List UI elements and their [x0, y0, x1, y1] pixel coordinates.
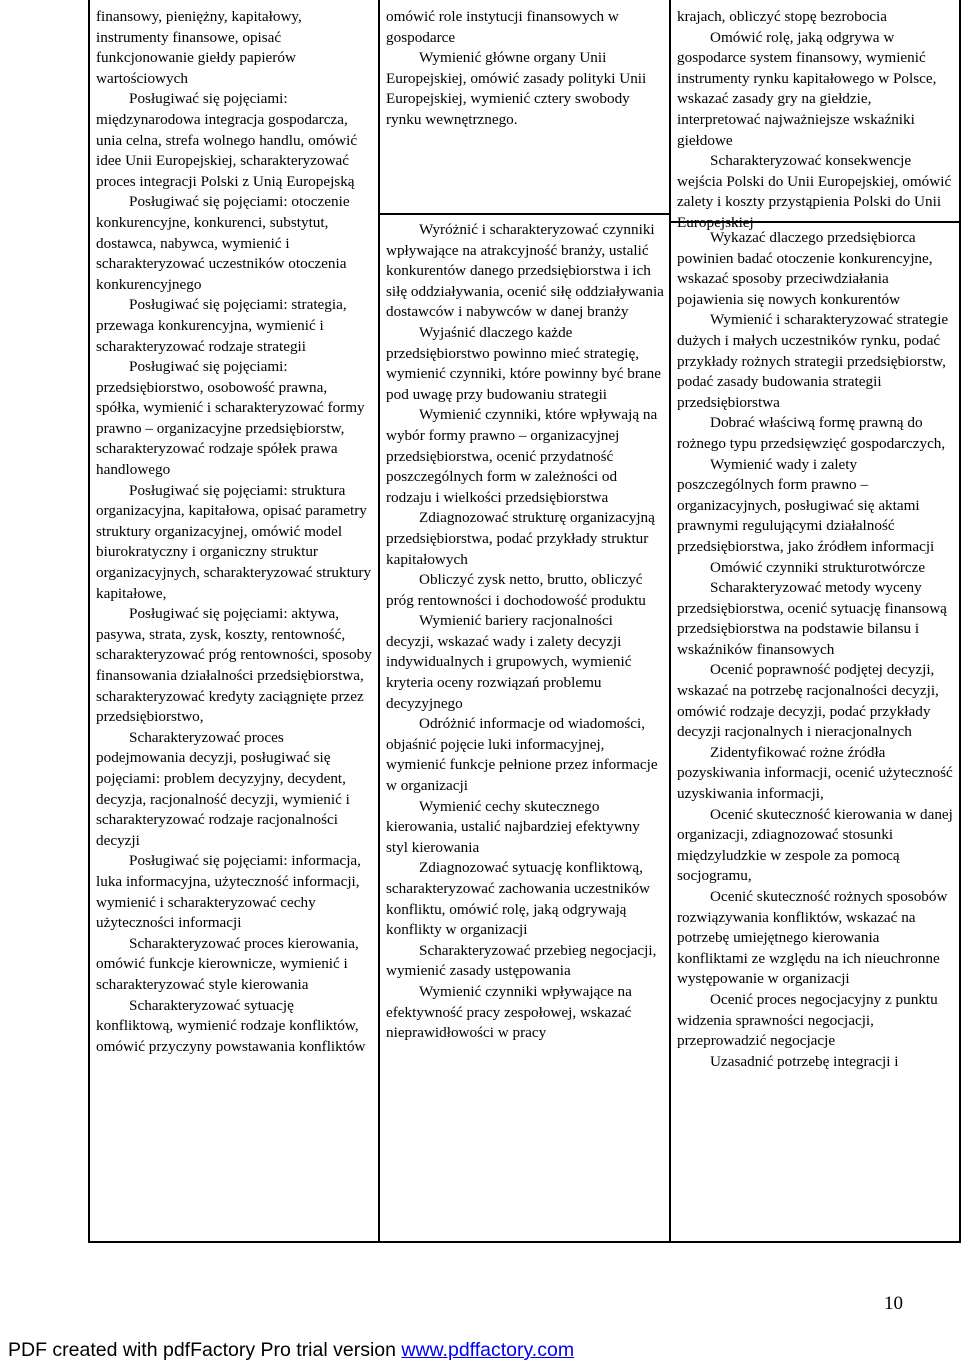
text-paragraph: Posługiwać się pojęciami: międzynarodowa integracja gospodarcza, unia celna, strefa wolnego handlu, omówić idee Unii Europejskiej, scharakteryzować proces integracji Polski z Unią Europejską	[96, 90, 358, 190]
column-3-bottom-section	[677, 228, 954, 1072]
text-paragraph: Posługiwać się pojęciami: informacja, luka informacyjna, użyteczność informacji, wymienić i scharakteryzować cechy użyteczności informacji	[96, 852, 361, 932]
column-2-top-section	[386, 7, 664, 213]
text-paragraph: Posługiwać się pojęciami: aktywa, pasywa, strata, zysk, koszty, rentowność, scharakteryzować próg rentowności, sposoby finansowania działalności przedsiębiorstwa, scharakteryzować kredyty zaciągnięte przez przedsiębiorstwo,	[96, 605, 372, 726]
text-paragraph: Ocenić skuteczność kierowania w danej organizacji, zdiagnozować stosunki międzyludzkie w zespole za pomocą socjogramu,	[677, 805, 953, 885]
column-2	[379, 0, 670, 1242]
text-paragraph: Posługiwać się pojęciami: otoczenie konkurencyjne, konkurenci, substytut, dostawca, nabywca, wymienić i scharakteryzować uczestników otoczenia konkurencyjnego	[96, 193, 350, 293]
text-paragraph: Omówić czynniki strukturotwórcze	[710, 558, 926, 576]
text-paragraph: Wymienić wady i zalety poszczególnych form prawno – organizacyjnych, posługiwać się aktami prawnymi regulującymi działalność przedsiębiorstwa, jako źródłem informacji	[677, 455, 935, 555]
text-paragraph: Uzasadnić potrzebę integracji i	[710, 1052, 899, 1070]
curriculum-table	[88, 0, 961, 1243]
footer-link[interactable]: www.pdffactory.com	[401, 1339, 575, 1361]
text-paragraph: Wymienić cechy skutecznego kierowania, ustalić najbardziej efektywny styl kierowania	[386, 797, 640, 856]
column-3	[670, 0, 960, 1242]
text-paragraph: Zdiagnozować sytuację konfliktową, scharakteryzować zachowania uczestników konfliktu, omówić rolę, jaką odgrywają konflikty w organizacji	[386, 859, 650, 939]
text-paragraph: Dobrać właściwą formę prawną do rożnego typu przedsięwzięć gospodarczych,	[677, 414, 946, 452]
text-paragraph: finansowy, pieniężny, kapitałowy, instrumenty finansowe, opisać funkcjonowanie giełdy papierów wartościowych	[96, 8, 302, 87]
text-paragraph: Odróżnić informacje od wiadomości, objaśnić pojęcie luki informacyjnej, wymienić funkcje pełnione przez informacje w organizacji	[386, 715, 658, 795]
text-paragraph: Zidentyfikować rożne źródła pozyskiwania informacji, ocenić użyteczność uzyskiwania informacji,	[677, 743, 953, 803]
column-1	[89, 0, 379, 1242]
text-paragraph: Scharakteryzować metody wyceny przedsiębiorstwa, ocenić sytuację finansową przedsiębiorstwa na podstawie bilansu i wskaźników finansowych	[677, 579, 947, 658]
text-paragraph: Wymienić i scharakteryzować strategie dużych i małych uczestników rynku, podać przykłady rożnych strategii przedsiębiorstw, podać zasady budowania strategii przedsiębiorstwa	[677, 311, 949, 411]
text-paragraph: Wyróżnić i scharakteryzować czynniki wpływające na atrakcyjność branży, ustalić konkurentów danego przedsiębiorstwa i ich siłę oddziaływania, ocenić siłę oddziaływania dostawców i nabywców w danej branży	[386, 221, 664, 321]
text-paragraph: Wykazać dlaczego przedsiębiorca powinien badać otoczenie konkurencyjne, wskazać sposoby przeciwdziałania pojawienia się nowych konkurentów	[677, 229, 933, 308]
text-paragraph: Posługiwać się pojęciami: przedsiębiorstwo, osobowość prawna, spółka, wymienić i scharakteryzować formy prawno – organizacyjne przedsiębiorstw, scharakteryzować rodzaje spółek prawa handlowego	[96, 358, 365, 479]
footer-text: PDF created with pdfFactory Pro trial version	[8, 1339, 402, 1361]
text-paragraph: Scharakteryzować proces podejmowania decyzji, posługiwać się pojęciami: problem decyzyjny, decydent, decyzja, racjonalność decyzji, wymienić i scharakteryzować rodzaje racjonalności decyzji	[96, 728, 350, 849]
text-paragraph: Ocenić proces negocjacyjny z punktu widzenia sprawności negocjacji, przeprowadzić negocjacje	[677, 990, 938, 1050]
text-paragraph: Wyjaśnić dlaczego każde przedsiębiorstwo powinno mieć strategię, wymienić czynniki, które powinny być brane pod uwagę przy budowaniu strategii	[386, 323, 661, 403]
text-paragraph: Ocenić poprawność podjętej decyzji, wskazać na potrzebę racjonalności decyzji, omówić rodzaje decyzji, podać przykłady decyzji racjonalnych i nieracjonalnych	[677, 661, 939, 741]
text-paragraph: Scharakteryzować sytuację konfliktową, wymienić rodzaje konfliktów, omówić przyczyny powstawania konfliktów	[96, 996, 366, 1055]
column-2-bottom-section	[386, 220, 664, 1044]
column-1-text	[96, 7, 373, 1057]
text-paragraph: Ocenić skuteczność rożnych sposobów rozwiązywania konfliktów, wskazać na potrzebę umiejętnego kierowania konfliktami ze względu na ich nieuchronne występowanie w organizacji	[677, 888, 948, 988]
text-paragraph: Wymienić czynniki, które wpływają na wybór formy prawno – organizacyjnej przedsiębiorstwa, ocenić przydatność poszczególnych form w zależności od rodzaju i wielkości przedsiębiorstwa	[386, 406, 658, 506]
text-paragraph: Posługiwać się pojęciami: strategia, przewaga konkurencyjna, wymienić i scharakteryzować rodzaje strategii	[96, 296, 347, 355]
text-paragraph: Zdiagnozować strukturę organizacyjną przedsiębiorstwa, podać przykłady struktur kapitałowych	[386, 509, 655, 568]
text-paragraph: krajach, obliczyć stopę bezrobocia	[677, 8, 887, 25]
text-paragraph: Wymienić bariery racjonalności decyzji, wskazać wady i zalety decyzji indywidualnych i grupowych, wymienić kryteria oceny rozwiązań problemu decyzyjnego	[386, 612, 632, 712]
text-paragraph: Posługiwać się pojęciami: struktura organizacyjna, kapitałowa, opisać parametry struktury organizacyjnej, omówić model biurokratyczny i organiczny struktur organizacyjnych, scharakteryzować struktury kapitałowe,	[96, 481, 372, 602]
page-number: 10	[884, 1293, 903, 1314]
text-paragraph: Scharakteryzować konsekwencje wejścia Polski do Unii Europejskiej, omówić zalety i koszty przystąpienia Polski do Unii Europejskiej	[677, 152, 952, 231]
section-divider	[380, 213, 669, 215]
text-paragraph: Scharakteryzować proces kierowania, omówić funkcje kierownicze, wymienić i scharakteryzować style kierowania	[96, 934, 359, 993]
pdf-footer	[8, 1339, 574, 1362]
text-paragraph: Wymienić główne organy Unii Europejskiej, omówić zasady polityki Unii Europejskiej, wymienić cztery swobody rynku wewnętrznego.	[386, 49, 647, 128]
column-3-top-section	[677, 7, 954, 231]
text-paragraph: Obliczyć zysk netto, brutto, obliczyć próg rentowności i dochodowość produktu	[386, 571, 646, 609]
text-paragraph: Scharakteryzować przebieg negocjacji, wymienić zasady ustępowania	[386, 941, 657, 980]
text-paragraph: Omówić rolę, jaką odgrywa w gospodarce system finansowy, wymienić instrumenty rynku kapitałowego w Polsce, wskazać zasady gry na giełdzie, interpretować najważniejsze wskaźniki giełdowe	[677, 28, 937, 149]
text-paragraph: Wymienić czynniki wpływające na efektywność pracy zespołowej, wskazać nieprawidłowości w pracy	[386, 982, 632, 1042]
text-paragraph: omówić role instytucji finansowych w gospodarce	[386, 8, 619, 46]
